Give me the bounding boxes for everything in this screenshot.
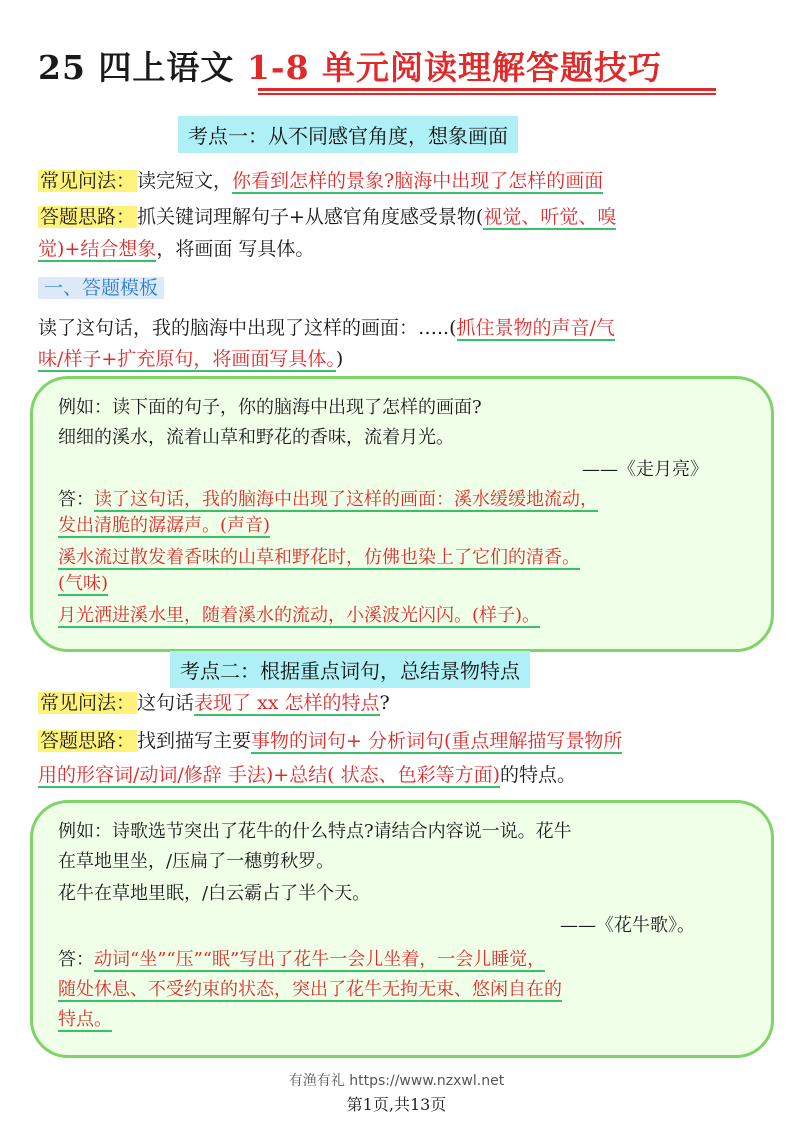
- example2-source: ——《花牛歌》。: [560, 915, 695, 936]
- watermark: 有渔有礼 https://www.nzxwl.net: [288, 1073, 505, 1089]
- example2-line2: 在草地里坐，/压扁了一穗剪秋罗。: [58, 851, 335, 872]
- example2-answer-1: 答：动词“坐”“压”“眠”写出了花牛一会儿坐着，一会儿睡觉，: [58, 949, 546, 970]
- example1-answer-2: 发出清脆的潺潺声。(声音): [58, 515, 271, 536]
- example1-answer-3: 溪水流过散发着香味的山草和野花时，仿佛也染上了它们的清香。: [58, 547, 580, 568]
- template-heading: 一、答题模板: [38, 273, 164, 303]
- section2-heading: 考点二：根据重点词句，总结景物特点: [170, 651, 530, 688]
- approach-label: 答题思路：: [40, 206, 136, 228]
- section1-approach-line2: 觉)+结合想象，将画面 写具体。: [38, 238, 315, 260]
- example2-line3: 花牛在草地里眠，/白云霸占了半个天。: [58, 883, 371, 904]
- example1-answer-4: (气味): [58, 573, 109, 594]
- example1-answer-5: 月光洒进溪水里，随着溪水的流动，小溪波光闪闪。(样子)。: [58, 605, 541, 626]
- title-highlight: 1-8 单元阅读理解答题技巧: [246, 48, 663, 87]
- page-title: [38, 42, 662, 89]
- example1-line2: 细细的溪水，流着山草和野花的香味，流着月光。: [58, 427, 454, 448]
- page-number: 第1页,共13页: [346, 1095, 447, 1114]
- question-label: 常见问法：: [40, 170, 136, 192]
- title-prefix: 25 四上语文: [38, 48, 235, 87]
- section1-heading: 考点一：从不同感官角度，想象画面: [178, 116, 518, 153]
- title-underline: [258, 88, 716, 91]
- template-line2: 味/样子+扩充原句，将画面写具体。): [38, 348, 344, 370]
- example1-source: ——《走月亮》: [582, 459, 708, 480]
- section2-approach-line2: 用的形容词/动词/修辞 手法)+总结( 状态、色彩等方面)的特点。: [38, 764, 577, 786]
- example2-answer-3: 特点。: [58, 1009, 112, 1030]
- template-line1: 读了这句话，我的脑海中出现了这样的画面：…..(抓住景物的声音/气: [38, 317, 615, 339]
- example2-answer-2: 随处休息、不受约束的状态，突出了花牛无拘无束、悠闲自在的: [58, 979, 562, 1000]
- section2-question: 常见问法： 这句话表现了 xx 怎样的特点?: [40, 692, 390, 714]
- example2-line1: 例如：诗歌选节突出了花牛的什么特点?请结合内容说一说。花牛: [58, 821, 572, 842]
- example1-line1: 例如：读下面的句子，你的脑海中出现了怎样的画面?: [58, 397, 482, 418]
- section1-question: 常见问法： 读完短文，你看到怎样的景象?脑海中出现了怎样的画面: [40, 170, 604, 192]
- section2-approach-line1: 答题思路： 找到描写主要事物的词句+ 分析词句(重点理解描写景物所: [40, 730, 623, 752]
- section1-approach-line1: 答题思路： 抓关键词理解句子+从感官角度感受景物(视觉、听觉、嗅: [40, 206, 617, 228]
- title-underline-2: [258, 93, 716, 95]
- example1-answer-1: 答：读了这句话，我的脑海中出现了这样的画面：溪水缓缓地流动，: [58, 489, 598, 510]
